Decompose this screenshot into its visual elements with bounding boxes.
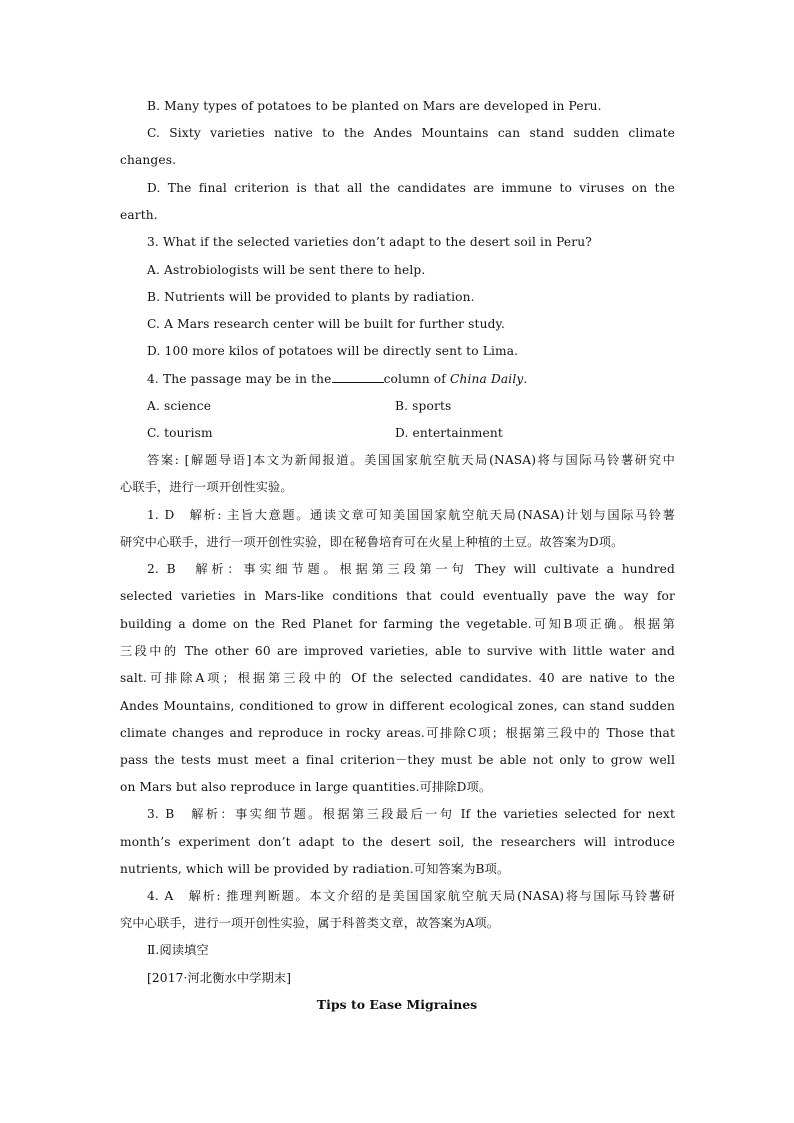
q4-stem	[147, 371, 675, 387]
q2-option-c-line1: C. Sixty varieties native to the Andes Mountains can stand sudden climate	[147, 126, 675, 140]
q3-option-a: A. Astrobiologists will be sent there to help.	[147, 263, 426, 277]
answer-2-line4: 三段中的 The other 60 are improved varieties, able to survive with little water and	[120, 644, 675, 658]
answer-2-line7: climate changes and reproduce in rocky areas.可排除C项；根据第三段中的 Those that	[120, 726, 675, 740]
answer-2-line5: salt.可排除A项；根据第三段中的 Of the selected candidates. 40 are native to the	[120, 671, 675, 685]
q4-option-c: C. tourism	[147, 426, 213, 440]
answer-1-line1: 1. D 解析: 主旨大意题。通读文章可知美国国家航空航天局(NASA)计划与国际马铃薯	[147, 508, 675, 522]
q3-option-d: D. 100 more kilos of potatoes will be directly sent to Lima.	[147, 344, 519, 358]
q4-option-b: B. sports	[395, 399, 452, 413]
answer-intro-line1: 答案: [解题导语]本文为新闻报道。美国国家航空航天局(NASA)将与国际马铃薯研究中	[147, 453, 675, 467]
answer-blank	[332, 371, 384, 383]
answer-4-line1: 4. A 解析: 推理判断题。本文介绍的是美国国家航空航天局(NASA)将与国际马铃薯研	[147, 889, 675, 903]
q2-option-d-line2: earth.	[120, 208, 158, 222]
q4-stem-middle: column of	[383, 372, 450, 386]
answer-2-line3: building a dome on the Red Planet for farming the vegetable.可知B项正确。根据第	[120, 617, 675, 631]
answer-3-line1: 3. B 解析：事实细节题。根据第三段最后一句 If the varieties selected for next	[147, 807, 675, 821]
q4-options-row2	[147, 425, 675, 441]
q4-newspaper-name: China Daily	[449, 372, 524, 386]
answer-2-line1: 2. B 解析：事实细节题。根据第三段第一句 They will cultivate a hundred	[147, 562, 675, 576]
answer-intro-line2: 心联手，进行一项开创性实验。	[120, 480, 293, 494]
section-source: [2017·河北衡水中学期末]	[147, 971, 292, 985]
q4-stem-prefix: 4. The passage may be in the	[147, 372, 332, 386]
passage-title: Tips to Ease Migraines	[316, 997, 478, 1012]
q3-option-c: C. A Mars research center will be built for further study.	[147, 317, 505, 331]
q4-options-row1	[147, 398, 675, 414]
q4-option-d: D. entertainment	[395, 426, 503, 440]
answer-1-line2: 研究中心联手，进行一项开创性实验，即在秘鲁培育可在火星上种植的土豆。故答案为D项。	[120, 535, 624, 549]
answer-2-line9: on Mars but also reproduce in large quantities.可排除D项。	[120, 780, 492, 794]
answer-3-line3: nutrients, which will be provided by radiation.可知答案为B项。	[120, 862, 510, 876]
answer-4-line2: 究中心联手，进行一项开创性实验，属于科普类文章，故答案为A项。	[120, 916, 500, 930]
answer-2-line2: selected varieties in Mars-like conditions that could eventually pave the way for	[120, 589, 675, 603]
q3-stem: 3. What if the selected varieties don’t adapt to the desert soil in Peru?	[147, 235, 592, 249]
answer-2-line6: Andes Mountains, conditioned to grow in different ecological zones, can stand sudden	[120, 699, 675, 713]
section-heading: Ⅱ.阅读填空	[147, 943, 209, 957]
q4-option-a: A. science	[147, 399, 212, 413]
q2-option-c-line2: changes.	[120, 153, 177, 167]
answer-3-line2: month’s experiment don’t adapt to the desert soil, the researchers will introduce	[120, 835, 675, 849]
q3-option-b: B. Nutrients will be provided to plants by radiation.	[147, 290, 475, 304]
q2-option-b: B. Many types of potatoes to be planted on Mars are developed in Peru.	[147, 99, 602, 113]
q4-stem-suffix: .	[523, 372, 528, 386]
q2-option-d-line1: D. The final criterion is that all the candidates are immune to viruses on the	[147, 181, 675, 195]
answer-2-line8: pass the tests must meet a final criterion－they must be able not only to grow well	[120, 753, 675, 767]
